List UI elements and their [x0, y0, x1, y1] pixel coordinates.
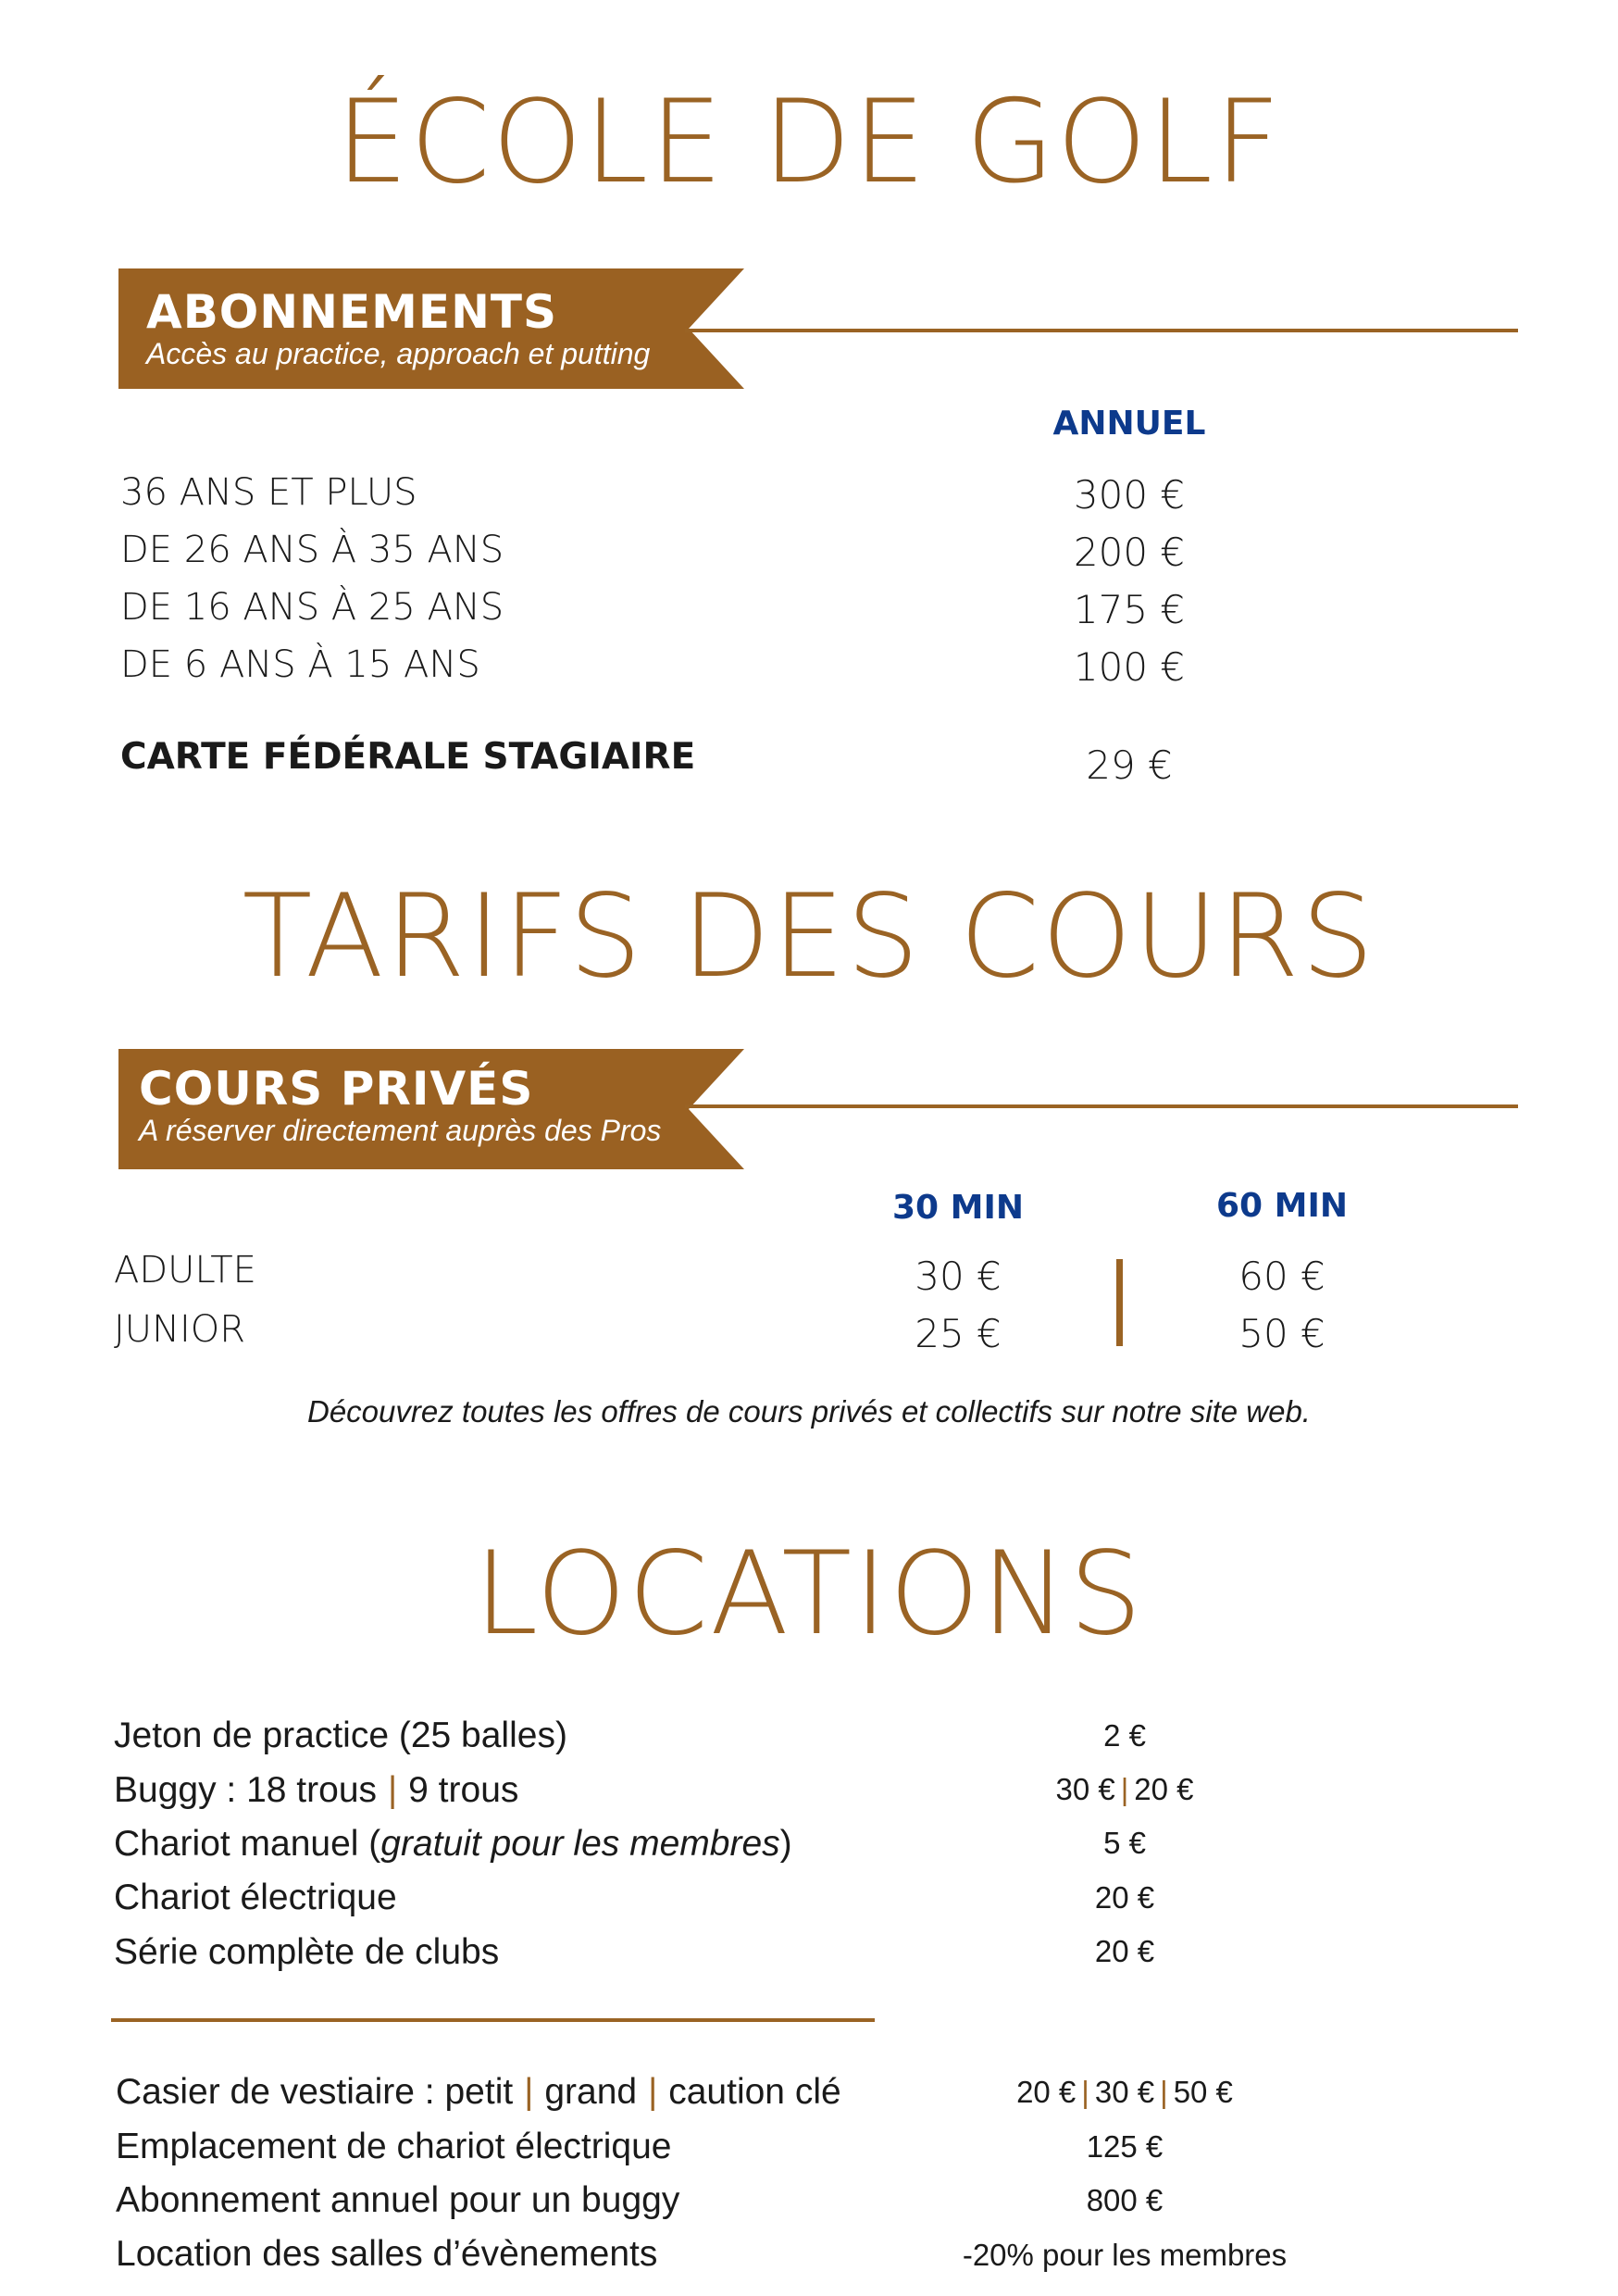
carte-federale-label: CARTE FÉDÉRALE STAGIAIRE — [120, 736, 696, 778]
cours-row-label: JUNIOR — [114, 1308, 246, 1351]
chariot-manuel-close: ) — [779, 1824, 792, 1864]
column-header-60-min: 60 MIN — [1216, 1187, 1348, 1225]
banner-subtitle: A réserver directement auprès des Pros — [139, 1114, 662, 1147]
abonnement-row-label: DE 16 ANS À 25 ANS — [120, 586, 504, 629]
location-row-label: Emplacement de chariot électrique — [116, 2127, 672, 2166]
title-locations: LOCATIONS — [474, 1528, 1144, 1661]
banner-title: ABONNEMENTS — [146, 285, 558, 339]
location-row-label — [114, 1826, 792, 1862]
buggy-price-9: 20 € — [1134, 1772, 1194, 1806]
locations-divider — [111, 2018, 875, 2022]
separator: | — [524, 2072, 534, 2112]
carte-federale-price: 29 € — [1086, 742, 1173, 788]
abonnement-row-price: 300 € — [1073, 472, 1186, 518]
cours-price-30: 25 € — [915, 1311, 1002, 1356]
location-row-price: 800 € — [1086, 2183, 1164, 2217]
cours-price-60: 50 € — [1238, 1311, 1326, 1356]
banner-subtitle: Accès au practice, approach et putting — [146, 337, 651, 370]
separator: | — [1160, 2075, 1168, 2109]
banner-cours-prives — [118, 1049, 748, 1169]
separator: | — [1120, 1772, 1129, 1806]
column-divider — [1116, 1259, 1123, 1346]
location-row-price: 20 € — [1094, 1934, 1155, 1968]
location-row-label — [114, 1772, 518, 1808]
section-rule — [685, 329, 1518, 332]
abonnement-row-price: 100 € — [1073, 644, 1186, 690]
location-row-label: Location des salles d’évènements — [116, 2234, 658, 2274]
location-row-price: 2 € — [1103, 1718, 1146, 1753]
column-header-30-min: 30 MIN — [892, 1189, 1024, 1227]
separator: | — [388, 1770, 398, 1810]
abonnement-row-price: 200 € — [1073, 530, 1186, 575]
abonnement-row-label: 36 ANS ET PLUS — [120, 471, 417, 514]
banner-abonnements — [118, 268, 748, 389]
abonnement-row-label: DE 6 ANS À 15 ANS — [120, 643, 480, 686]
location-row-price — [926, 2077, 1324, 2107]
title-ecole-de-golf: ÉCOLE DE GOLF — [335, 76, 1283, 209]
section-rule — [685, 1104, 1518, 1108]
location-row-price — [972, 1774, 1277, 1804]
location-row-label: Série complète de clubs — [114, 1932, 500, 1972]
chariot-manuel-note: gratuit pour les membres — [380, 1824, 780, 1864]
abonnement-row-label: DE 26 ANS À 35 ANS — [120, 529, 504, 571]
location-row-price: 5 € — [1103, 1826, 1146, 1860]
buggy-price-18: 30 € — [1055, 1772, 1115, 1806]
casier-price-caution: 50 € — [1173, 2075, 1233, 2109]
column-header-annuel: ANNUEL — [1052, 405, 1206, 443]
location-row-price: 20 € — [1094, 1880, 1155, 1915]
cours-row-label: ADULTE — [114, 1249, 256, 1292]
location-row-label: Abonnement annuel pour un buggy — [116, 2180, 680, 2220]
casier-label-caution: caution clé — [668, 2072, 841, 2112]
location-row-label — [116, 2074, 841, 2110]
casier-label-grand: grand — [544, 2072, 638, 2112]
casier-price-grand: 30 € — [1094, 2075, 1155, 2109]
buggy-label-9: 9 trous — [408, 1770, 519, 1810]
location-row-label: Chariot électrique — [114, 1878, 397, 1917]
location-row-price: 125 € — [1086, 2129, 1164, 2164]
casier-price-petit: 20 € — [1016, 2075, 1077, 2109]
banner-title: COURS PRIVÉS — [139, 1062, 534, 1116]
location-row-price: -20% pour les membres — [962, 2238, 1288, 2272]
cours-price-60: 60 € — [1238, 1254, 1326, 1299]
title-tarifs-des-cours: TARIFS DES COURS — [242, 870, 1376, 1004]
location-row-label: Jeton de practice (25 balles) — [114, 1716, 567, 1755]
buggy-label-18: Buggy : 18 trous — [114, 1770, 378, 1810]
separator: | — [648, 2072, 658, 2112]
casier-label-petit: Casier de vestiaire : petit — [116, 2072, 514, 2112]
separator: | — [1081, 2075, 1089, 2109]
chariot-manuel-label: Chariot manuel ( — [114, 1824, 381, 1864]
abonnement-row-price: 175 € — [1073, 587, 1186, 632]
cours-price-30: 30 € — [915, 1254, 1002, 1299]
cours-note: Découvrez toutes les offres de cours privés et collectifs sur notre site web. — [307, 1394, 1311, 1429]
